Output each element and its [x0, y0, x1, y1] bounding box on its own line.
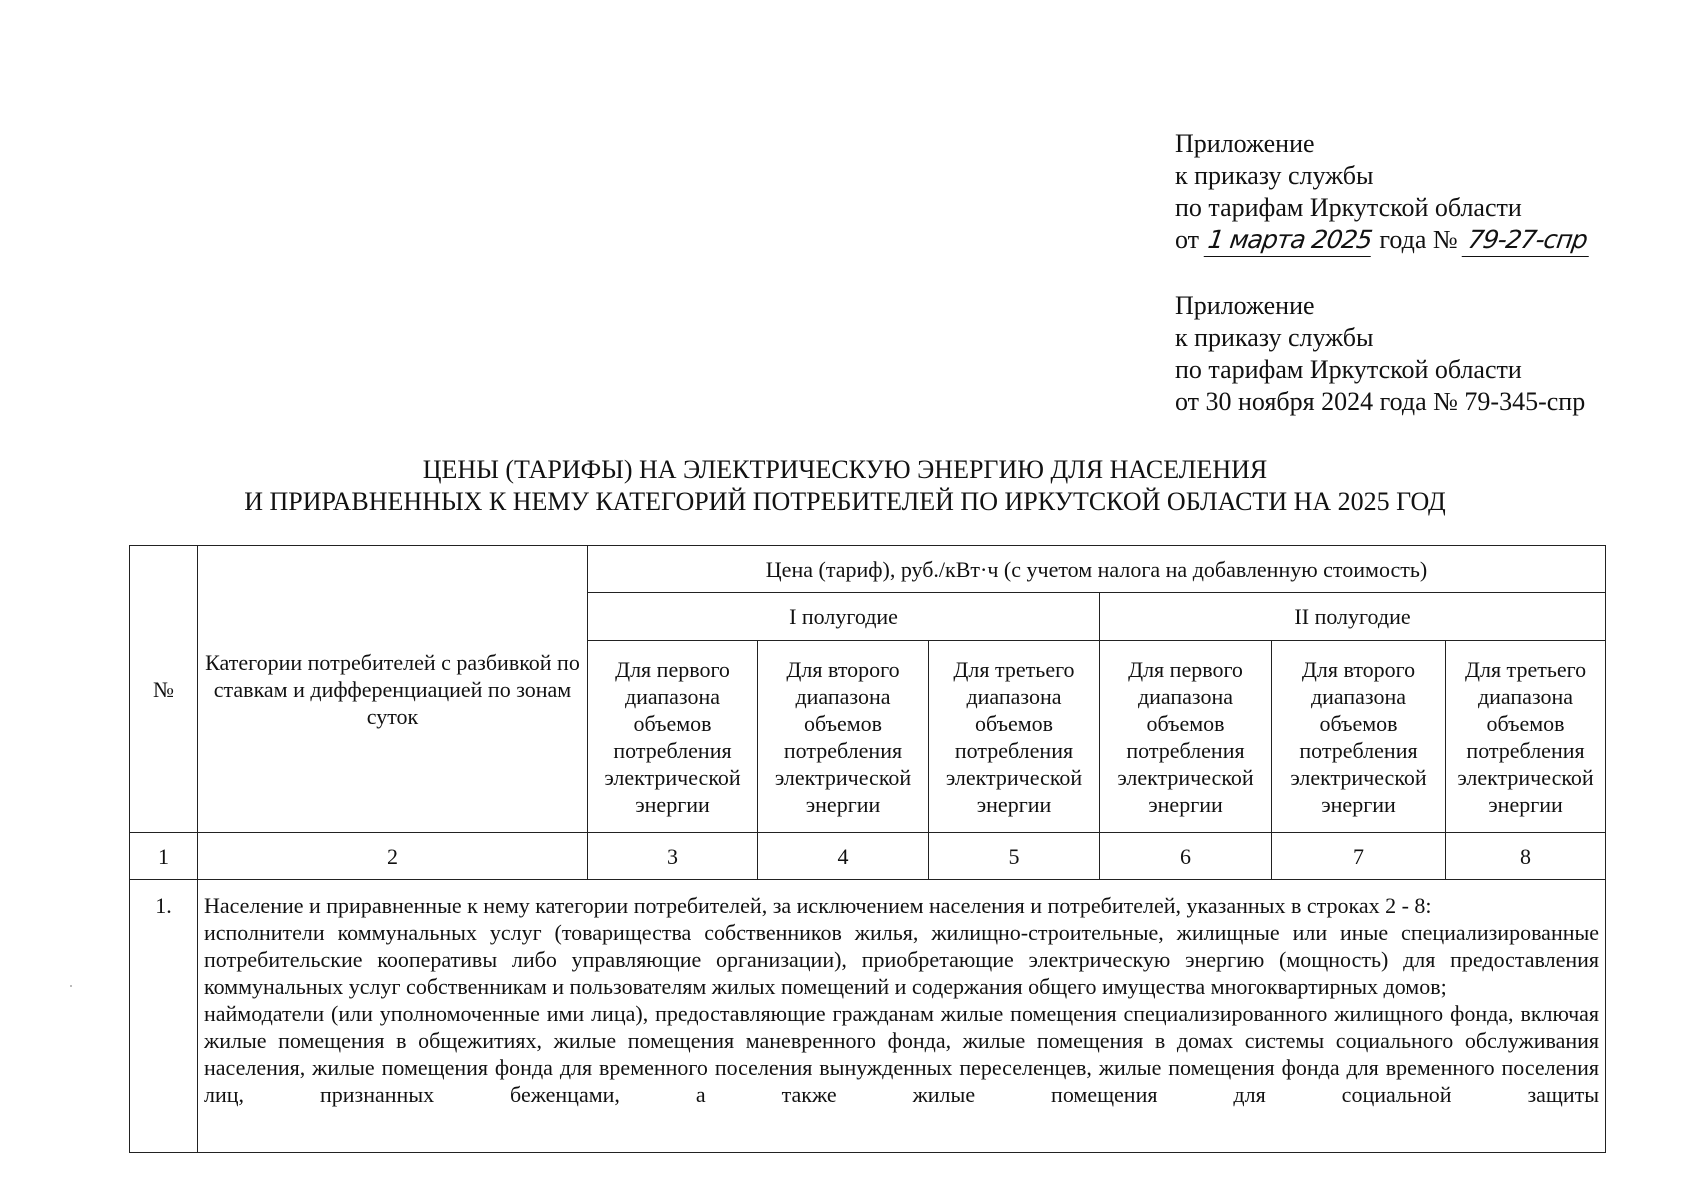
- category-paragraph: исполнители коммунальных услуг (товарищества собственников жилья, жилищно-строительные, жилищные или иные специализированные потребительские кооперативы либо управляющие организации), приобретающие электрическую энергию (мощность) для предоставления коммунальных услуг собственникам и пользователям жилых помещений и содержания общего имущества многоквартирных домов;: [204, 920, 1600, 999]
- handwritten-order-number: 79-27-спр: [1462, 224, 1593, 257]
- column-number: 7: [1272, 833, 1446, 880]
- column-number: 1: [130, 833, 198, 880]
- table-row: [130, 880, 1606, 1153]
- column-number: 2: [198, 833, 588, 880]
- header-range: Для второго диапазона объемов потребления электрической энергии: [758, 641, 929, 833]
- row-number: 1.: [130, 880, 198, 1153]
- category-paragraph: наймодатели (или уполномоченные ими лица), предоставляющие гражданам жилые помещения специализированного жилищного фонда, включая жилые помещения в общежитиях, жилые помещения маневренного фонда, жилые помещения в домах системы социального обслуживания населения, жилые помещения фонда для временного поселения вынужденных переселенцев, жилые помещения фонда для временного поселения лиц, признанных беженцами, а также жилые помещения для социальной защиты: [204, 1001, 1600, 1107]
- attachment-order-line: к приказу службы: [1175, 161, 1374, 190]
- title-line-2: И ПРИРАВНЕННЫХ К НЕМУ КАТЕГОРИЙ ПОТРЕБИТЕЛЕЙ ПО ИРКУТСКОЙ ОБЛАСТИ НА 2025 ГОД: [244, 487, 1446, 516]
- column-number: 5: [929, 833, 1100, 880]
- attachment-service-line: по тарифам Иркутской области: [1175, 193, 1522, 222]
- header-second-half: II полугодие: [1100, 593, 1606, 641]
- date-middle: года №: [1372, 225, 1465, 254]
- attachment-date-line: от 30 ноября 2024 года № 79-345-спр: [1175, 387, 1586, 416]
- header-category: Категории потребителей с разбивкой по ставкам и дифференциацией по зонам суток: [198, 546, 588, 833]
- document-title: [0, 454, 1690, 518]
- scan-artifact: [70, 985, 72, 987]
- header-range: Для третьего диапазона объемов потребления электрической энергии: [929, 641, 1100, 833]
- category-paragraph: Население и приравненные к нему категории потребителей, за исключением населения и потребителей, указанных в строках 2 - 8:: [204, 893, 1432, 918]
- attachment-original: [1175, 290, 1585, 418]
- column-number: 8: [1446, 833, 1606, 880]
- column-number: 4: [758, 833, 929, 880]
- attachment-label: Приложение: [1175, 291, 1315, 320]
- handwritten-date: 1 марта 2025: [1203, 224, 1375, 257]
- header-first-half: I полугодие: [588, 593, 1100, 641]
- attachment-service-line: по тарифам Иркутской области: [1175, 355, 1522, 384]
- column-number: 6: [1100, 833, 1272, 880]
- attachment-date-line: [1175, 224, 1591, 257]
- tariff-table: [129, 545, 1606, 1153]
- date-prefix: от: [1175, 225, 1206, 254]
- header-price: Цена (тариф), руб./кВт·ч (с учетом налога на добавленную стоимость): [588, 546, 1606, 593]
- attachment-label: Приложение: [1175, 129, 1315, 158]
- attachment-order-line: к приказу службы: [1175, 323, 1374, 352]
- row-category-text: [198, 880, 1606, 1153]
- attachment-amended: [1175, 128, 1591, 257]
- header-range: Для первого диапазона объемов потребления электрической энергии: [588, 641, 758, 833]
- title-line-1: ЦЕНЫ (ТАРИФЫ) НА ЭЛЕКТРИЧЕСКУЮ ЭНЕРГИЮ ДЛЯ НАСЕЛЕНИЯ: [422, 455, 1268, 484]
- header-range: Для первого диапазона объемов потребления электрической энергии: [1100, 641, 1272, 833]
- header-range: Для третьего диапазона объемов потребления электрической энергии: [1446, 641, 1606, 833]
- column-number-row: [130, 833, 1606, 880]
- header-number: №: [130, 546, 198, 833]
- header-range: Для второго диапазона объемов потребления электрической энергии: [1272, 641, 1446, 833]
- column-number: 3: [588, 833, 758, 880]
